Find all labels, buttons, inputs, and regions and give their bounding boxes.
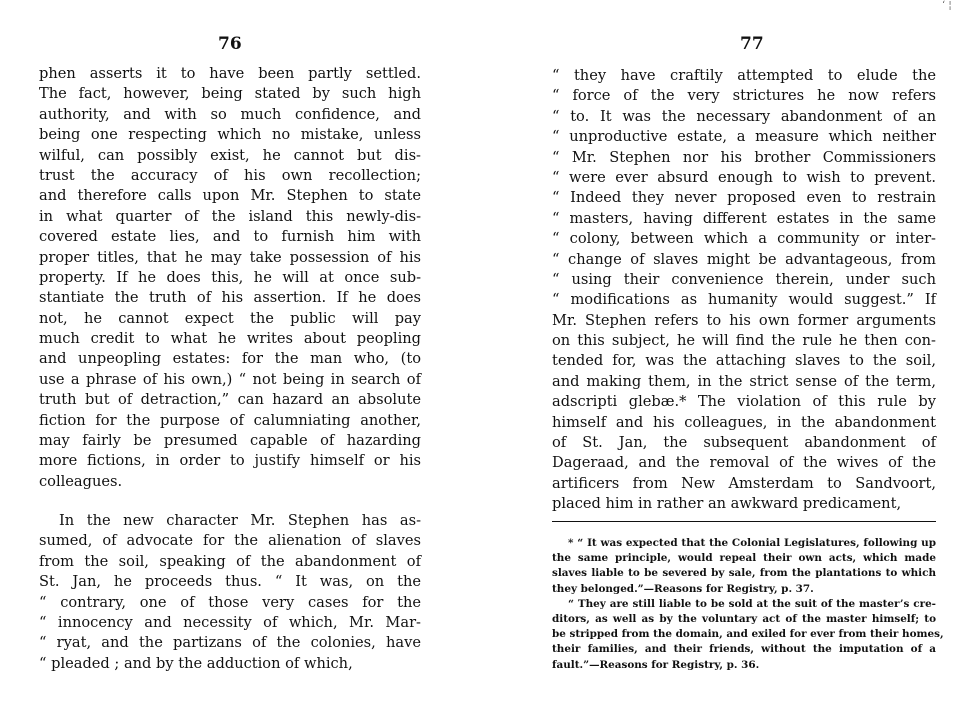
footnote-line: they belonged.”—Reasons for Registry, p. 37.: [552, 582, 814, 595]
text-line: himself and his colleagues, in the abandonment: [552, 413, 936, 431]
text-line: “ colony, between which a community or inter-: [552, 230, 936, 248]
footnote-line: their families, and their friends, without the imputation of a: [552, 643, 936, 656]
text-line: The fact, however, being stated by such high: [39, 85, 421, 103]
page-number-right: 77: [740, 34, 764, 54]
text-line: and therefore calls upon Mr. Stephen to state: [39, 187, 421, 205]
footnotes: [552, 536, 944, 673]
text-line: much credit to what he writes about peopling: [39, 330, 421, 348]
text-line: Dageraad, and the removal of the wives of the: [552, 454, 936, 472]
text-line: colleagues.: [39, 472, 123, 490]
text-line: truth but of detraction,” can hazard an absolute: [39, 391, 421, 409]
text-line: sumed, of advocate for the alienation of slaves: [39, 532, 421, 550]
left-paragraph-2: [39, 511, 421, 674]
text-line: “ unproductive estate, a measure which neither: [552, 128, 936, 146]
text-line: phen asserts it to have been partly settled.: [39, 65, 421, 82]
text-line: authority, and with so much confidence, and: [39, 105, 421, 123]
footnote-line: * “ It was expected that the Colonial Legislatures, following up: [568, 537, 936, 549]
page-number-left: 76: [218, 34, 242, 54]
text-line: of St. Jan, the subsequent abandonment of: [552, 434, 936, 452]
text-line: property. If he does this, he will at once sub-: [39, 268, 421, 286]
text-line: covered estate lies, and to furnish him with: [39, 228, 421, 246]
text-line: on this subject, he will find the rule he then con-: [552, 332, 936, 350]
footnote-line: ditors, as well as by the voluntary act of the master himself; to: [552, 612, 936, 625]
text-line: in what quarter of the island this newly-dis-: [39, 207, 421, 225]
text-line: may fairly be presumed capable of hazarding: [39, 432, 421, 450]
text-line: “ masters, having different estates in the same: [552, 209, 936, 227]
text-line: not, he cannot expect the public will pay: [39, 309, 421, 327]
text-line: “ Mr. Stephen nor his brother Commissioners: [552, 148, 936, 166]
text-line: “ force of the very strictures he now refers: [552, 87, 936, 105]
text-line: St. Jan, he proceeds thus. “ It was, on the: [39, 573, 421, 591]
text-line: “ they have craftily attempted to elude the: [552, 67, 936, 84]
text-line: stantiate the truth of his assertion. If he does: [39, 289, 421, 307]
text-line: proper titles, that he may take possession of his: [39, 248, 421, 266]
text-line: “ to. It was the necessary abandonment of an: [552, 107, 936, 125]
text-line: “ using their convenience therein, under such: [552, 270, 936, 288]
text-line: Mr. Stephen refers to his own former arguments: [552, 311, 936, 329]
footnote-line: “ They are still liable to be sold at the suit of the master’s cre-: [568, 597, 936, 610]
footnote-line: the same principle, would repeal their own acts, which made: [552, 552, 936, 565]
text-line: adscripti glebæ.* The violation of this rule by: [552, 393, 936, 411]
text-line: “ innocency and necessity of which, Mr. Mar-: [39, 613, 421, 631]
text-line: “ change of slaves might be advantageous, from: [552, 250, 936, 268]
footnote-line: be stripped from the domain, and exiled for ever from their homes,: [552, 628, 944, 641]
corner-mark: ‘ ¦: [942, 0, 952, 11]
text-line: “ Indeed they never proposed even to restrain: [552, 189, 936, 207]
text-line: tended for, was the attaching slaves to the soil,: [552, 352, 936, 370]
text-line: “ ryat, and the partizans of the colonies, have: [39, 634, 421, 652]
footnote-line: slaves liable to be severed by sale, from the plantations to which: [552, 567, 936, 580]
text-line: more fictions, in order to justify himself or his: [39, 452, 421, 470]
left-paragraph-1: [39, 64, 421, 492]
text-line: In the new character Mr. Stephen has as-: [59, 512, 421, 529]
text-line: “ pleaded ; and by the adduction of which,: [39, 654, 353, 672]
text-line: being one respecting which no mistake, unless: [39, 126, 421, 144]
text-line: use a phrase of his own,) “ not being in search of: [39, 370, 421, 388]
text-line: “ modifications as humanity would suggest.” If: [552, 291, 936, 309]
text-line: and unpeopling estates: for the man who, (to: [39, 350, 421, 368]
text-line: and making them, in the strict sense of the term,: [552, 372, 936, 390]
footnote-line: fault.”—Reasons for Registry, p. 36.: [552, 658, 760, 671]
text-line: placed him in rather an awkward predicament,: [552, 495, 902, 513]
text-line: “ were ever absurd enough to wish to prevent.: [552, 168, 936, 186]
footnote-rule: [552, 521, 936, 522]
text-line: artificers from New Amsterdam to Sandvoort,: [552, 474, 936, 492]
text-line: trust the accuracy of his own recollection;: [39, 166, 421, 184]
text-line: wilful, can possibly exist, he cannot but dis-: [39, 146, 421, 164]
text-line: from the soil, speaking of the abandonment of: [39, 552, 421, 570]
right-body-text: [552, 66, 936, 515]
text-line: “ contrary, one of those very cases for the: [39, 593, 421, 611]
text-line: fiction for the purpose of calumniating another,: [39, 411, 421, 429]
